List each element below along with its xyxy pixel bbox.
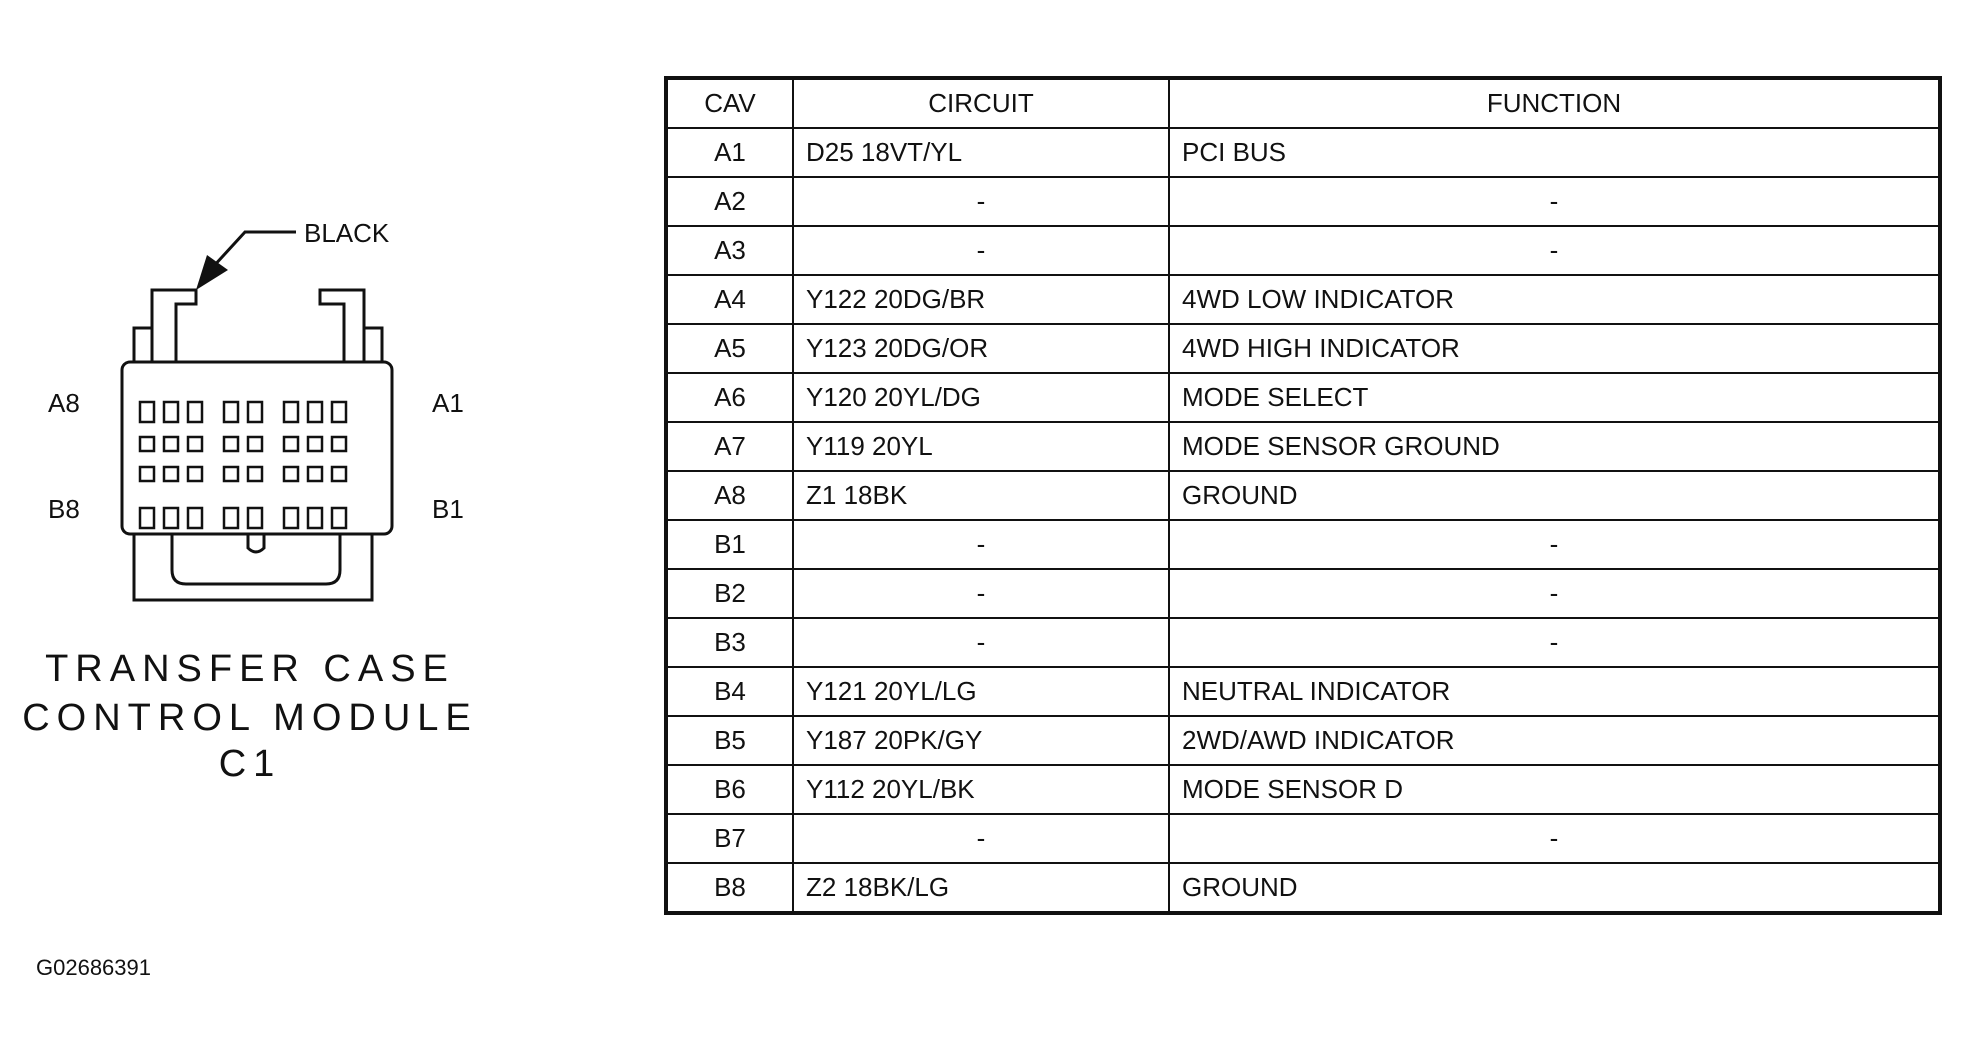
module-title-line-1: TRANSFER CASE	[45, 648, 455, 690]
cell-function: -	[1169, 814, 1940, 863]
cell-circuit: Y112 20YL/BK	[793, 765, 1169, 814]
table-row	[666, 765, 1940, 814]
connector-label-a1: A1	[432, 388, 464, 418]
cell-function: -	[1169, 569, 1940, 618]
connector-pinout-table	[664, 76, 1942, 915]
cell-circuit: -	[793, 520, 1169, 569]
cell-function: GROUND	[1169, 863, 1940, 913]
cell-circuit: -	[793, 814, 1169, 863]
cell-circuit: -	[793, 226, 1169, 275]
cell-function: -	[1169, 520, 1940, 569]
connector-latch-right	[320, 290, 382, 372]
cell-circuit: Y119 20YL	[793, 422, 1169, 471]
cell-circuit: Y122 20DG/BR	[793, 275, 1169, 324]
cell-function: -	[1169, 618, 1940, 667]
connector-latch-left	[134, 290, 196, 372]
cell-cav: A1	[666, 128, 793, 177]
table-header-row	[666, 78, 1940, 128]
cell-circuit: Z1 18BK	[793, 471, 1169, 520]
cell-circuit: Y187 20PK/GY	[793, 716, 1169, 765]
cell-cav: B6	[666, 765, 793, 814]
cell-function: MODE SENSOR D	[1169, 765, 1940, 814]
header-function: FUNCTION	[1169, 78, 1940, 128]
cell-circuit: Y121 20YL/LG	[793, 667, 1169, 716]
table-row	[666, 667, 1940, 716]
connector-label-b1: B1	[432, 494, 464, 524]
table-row	[666, 226, 1940, 275]
cell-circuit: D25 18VT/YL	[793, 128, 1169, 177]
cell-function: PCI BUS	[1169, 128, 1940, 177]
table-row	[666, 716, 1940, 765]
cell-function: -	[1169, 226, 1940, 275]
table-row	[666, 618, 1940, 667]
cell-cav: A7	[666, 422, 793, 471]
cell-circuit: Y123 20DG/OR	[793, 324, 1169, 373]
table-row	[666, 177, 1940, 226]
cell-function: -	[1169, 177, 1940, 226]
table-row	[666, 422, 1940, 471]
connector-skirt	[134, 534, 372, 600]
cell-cav: A8	[666, 471, 793, 520]
cell-cav: A2	[666, 177, 793, 226]
cell-cav: B8	[666, 863, 793, 913]
cell-cav: B7	[666, 814, 793, 863]
cell-cav: B1	[666, 520, 793, 569]
cell-circuit: -	[793, 569, 1169, 618]
header-circuit: CIRCUIT	[793, 78, 1169, 128]
cell-circuit: -	[793, 618, 1169, 667]
table-row	[666, 373, 1940, 422]
connector-label-a8: A8	[48, 388, 80, 418]
cell-function: 4WD HIGH INDICATOR	[1169, 324, 1940, 373]
cell-function: MODE SELECT	[1169, 373, 1940, 422]
connector-color-label: BLACK	[304, 218, 390, 248]
table-row	[666, 128, 1940, 177]
module-title-line-2: CONTROL MODULE C1	[22, 697, 478, 785]
cell-cav: B3	[666, 618, 793, 667]
table-row	[666, 814, 1940, 863]
table-row	[666, 471, 1940, 520]
cell-function: GROUND	[1169, 471, 1940, 520]
color-leader-line	[212, 232, 296, 268]
table-row	[666, 863, 1940, 913]
header-cav: CAV	[666, 78, 793, 128]
cell-cav: A6	[666, 373, 793, 422]
cell-cav: A3	[666, 226, 793, 275]
cell-cav: A4	[666, 275, 793, 324]
cell-cav: A5	[666, 324, 793, 373]
table-row	[666, 520, 1940, 569]
table-row	[666, 324, 1940, 373]
cell-function: 2WD/AWD INDICATOR	[1169, 716, 1940, 765]
cell-circuit: Z2 18BK/LG	[793, 863, 1169, 913]
connector-face-diagram	[0, 0, 560, 1048]
cell-circuit: Y120 20YL/DG	[793, 373, 1169, 422]
cell-cav: B5	[666, 716, 793, 765]
figure-id: G02686391	[36, 955, 151, 980]
cell-function: MODE SENSOR GROUND	[1169, 422, 1940, 471]
cell-cav: B2	[666, 569, 793, 618]
table-row	[666, 569, 1940, 618]
cell-circuit: -	[793, 177, 1169, 226]
connector-label-b8: B8	[48, 494, 80, 524]
table-row	[666, 275, 1940, 324]
cell-function: 4WD LOW INDICATOR	[1169, 275, 1940, 324]
color-leader-arrowhead	[196, 255, 228, 290]
cell-cav: B4	[666, 667, 793, 716]
cell-function: NEUTRAL INDICATOR	[1169, 667, 1940, 716]
